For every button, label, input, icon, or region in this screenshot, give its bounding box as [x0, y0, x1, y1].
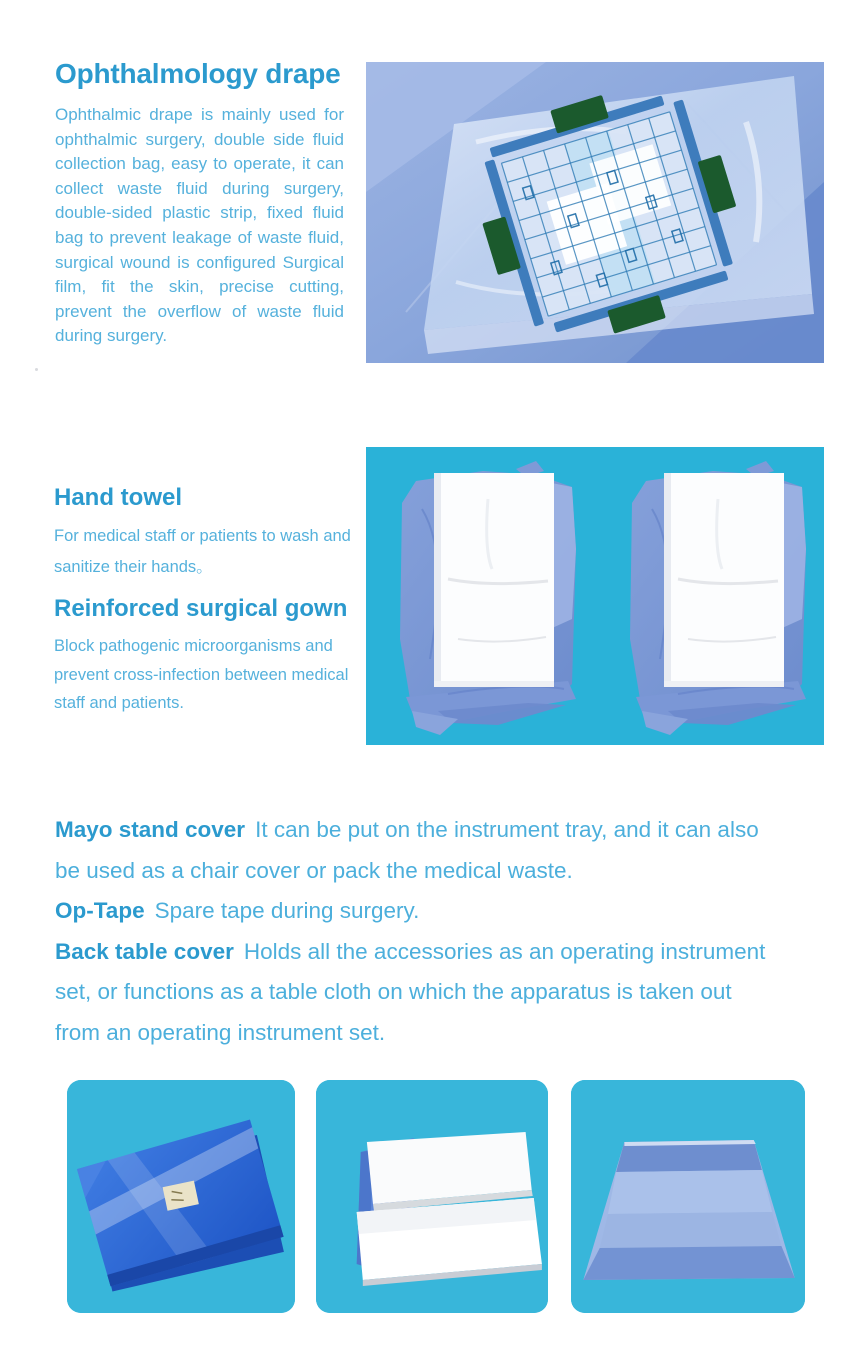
op-tape-line	[55, 891, 767, 932]
back-table-cover-photo	[571, 1080, 805, 1313]
hand-towel-gown-section	[54, 484, 376, 718]
product-lines-section	[55, 810, 767, 1053]
surgical-gowns-photo	[366, 447, 824, 745]
mayo-stand-cover-description: It can be put on the instrument tray, and it can also be used as a chair cover or pack the medical waste.	[55, 817, 759, 883]
hand-towel-title: Hand towel	[54, 484, 183, 511]
ophthalmology-description: Ophthalmic drape is mainly used for ophthalmic surgery, double side fluid collection bag, easy to operate, it can collect waste fluid during surgery, double-sided plastic strip, fixed fluid bag to prevent leakage of waste fluid, surgical wound is configured Surgical film, fit the skin, precise cutting, prevent the overflow of waste fluid during surgery.	[55, 105, 344, 346]
mayo-stand-cover-photo	[67, 1080, 295, 1313]
ophthalmology-title: Ophthalmology drape	[55, 58, 341, 89]
ophthalmology-drape-photo	[366, 62, 824, 363]
op-tape-description: Spare tape during surgery.	[154, 898, 420, 923]
mayo-stand-cover-line	[55, 810, 767, 891]
op-tape-title: Op-Tape	[55, 898, 145, 923]
mayo-stand-cover-title: Mayo stand cover	[55, 817, 246, 842]
hand-towel-description: For medical staff or patients to wash and sanitize their hands。	[54, 527, 351, 576]
op-tape-photo	[316, 1080, 548, 1313]
ophthalmology-section	[55, 58, 344, 349]
stray-dot	[35, 368, 38, 371]
reinforced-gown-description: Block pathogenic microorganisms and prevent cross-infection between medical staff and patients.	[54, 637, 349, 712]
back-table-cover-title: Back table cover	[55, 938, 234, 964]
back-table-cover-line	[55, 932, 767, 1054]
reinforced-gown-title: Reinforced surgical gown	[54, 595, 348, 622]
back-table-cover-description: Holds all the accessories as an operating instrument set, or functions as a table cloth on which the apparatus is taken out from an operating instrument set.	[55, 938, 766, 1045]
